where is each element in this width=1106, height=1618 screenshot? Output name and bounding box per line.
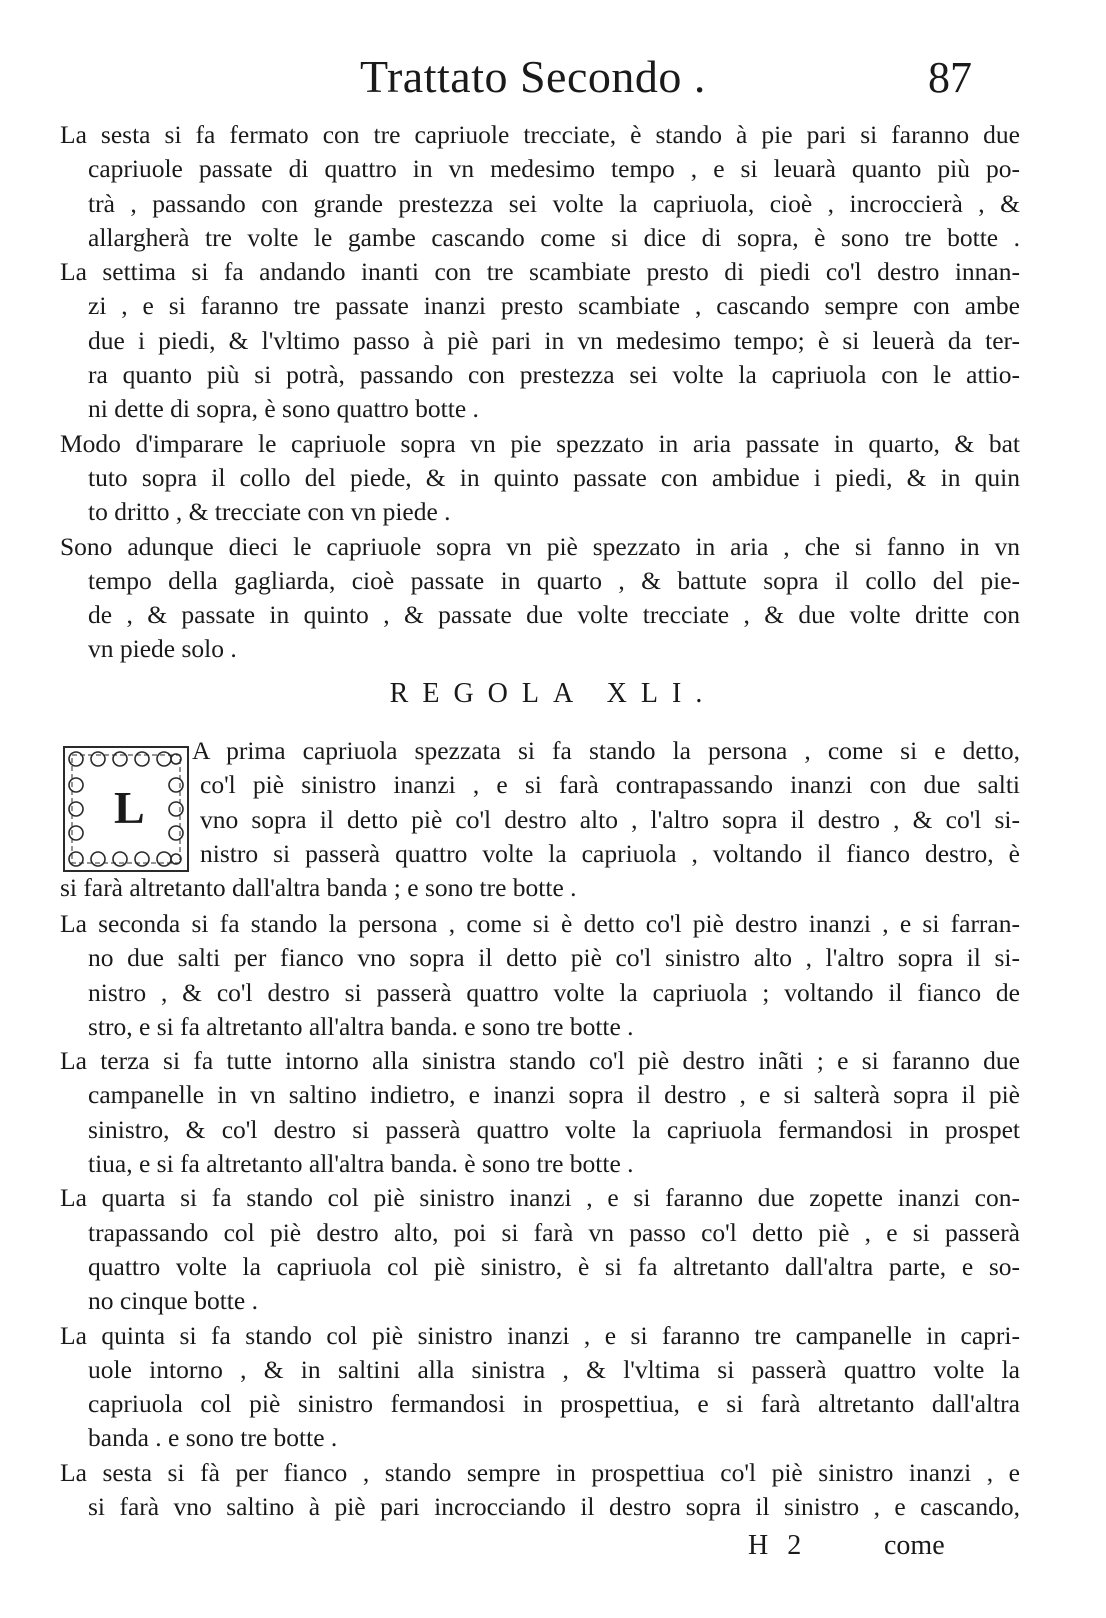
- text-line: co'l piè sinistro inanzi , e si farà contrapassando inanzi con due salti: [200, 770, 1020, 800]
- text-line: uole intorno , & in saltini alla sinistra , & l'vltima si passerà quattro volte la: [88, 1354, 1020, 1384]
- text-line: La terza si fa tutte intorno alla sinistra stando co'l piè destro inãti ; e si faranno due: [60, 1046, 1020, 1076]
- paragraph: [60, 1181, 1020, 1318]
- text-line: vn piede solo .: [88, 634, 237, 664]
- text-line: stro, e si fa altretanto all'altra banda. e sono tre botte .: [88, 1011, 634, 1041]
- signature-mark: H 2: [748, 1530, 808, 1561]
- rule-heading: REGOLA XLI.: [389, 678, 717, 709]
- text-line: La sesta si fà per fianco , stando sempre in prospettiua co'l piè sinistro inanzi , e: [60, 1457, 1020, 1487]
- running-head: [0, 50, 1106, 110]
- text-line: to dritto , & trecciate con vn piede .: [88, 497, 451, 527]
- text-line: due i piedi, & l'vltimo passo à piè pari in vn medesimo tempo; è si leuerà da ter-: [88, 325, 1020, 355]
- paragraph: [60, 907, 1020, 1044]
- first-paragraph: [60, 734, 1020, 905]
- text-line: tuto sopra il collo del piede, & in quinto passate con ambidue i piedi, & in quin: [88, 462, 1020, 492]
- text-line: zi , e si faranno tre passate inanzi presto scambiate , cascando sempre con ambe: [88, 291, 1020, 321]
- text-line: banda . e sono tre botte .: [88, 1423, 338, 1453]
- catchword: come: [884, 1530, 945, 1561]
- text-line: nistro , & co'l destro si passerà quattro volte la capriuola ; voltando il fianco de: [88, 977, 1020, 1007]
- paragraph: [60, 734, 1020, 905]
- page-number: 87: [928, 53, 972, 102]
- page-footer: [0, 1530, 1106, 1570]
- text-line: quattro volte la capriuola col piè sinistro, è si fa altretanto dall'altra parte, e so-: [88, 1251, 1020, 1281]
- text-line: de , & passate in quinto , & passate due volte trecciate , & due volte dritte con: [88, 600, 1020, 630]
- text-line: A prima capriuola spezzata si fa stando la persona , come si e detto,: [192, 736, 1020, 765]
- text-block-top: [60, 118, 1020, 667]
- text-line: sinistro, & co'l destro si passerà quattro volte la capriuola fermandosi in prospet: [88, 1114, 1020, 1144]
- text-line: si farà altretanto dall'altra banda ; e sono tre botte .: [60, 873, 577, 903]
- paragraph: [60, 1044, 1020, 1181]
- text-line: allargherà tre volte le gambe cascando come si dice di sopra, è sono tre botte .: [88, 222, 1020, 252]
- text-line: campanelle in vn saltino indietro, e inanzi sopra il destro , e si salterà sopra il piè: [88, 1080, 1020, 1110]
- text-line: nistro si passerà quattro volte la capriuola , voltando il fianco destro, è: [200, 838, 1020, 868]
- text-line: Sono adunque dieci le capriuole sopra vn piè spezzato in aria , che si fanno in vn: [60, 531, 1020, 561]
- initial-letter: L: [114, 782, 145, 833]
- text-line: La settima si fa andando inanti con tre scambiate presto di piedi co'l destro innan-: [60, 257, 1020, 287]
- paragraph: [60, 1456, 1020, 1525]
- text-line: tiua, e si fa altretanto all'altra banda. è sono tre botte .: [88, 1149, 634, 1179]
- text-line: ra quanto più si potrà, passando con prestezza sei volte la capriuola con le attio-: [88, 360, 1020, 390]
- text-line: no due salti per fianco vno sopra il detto piè co'l sinistro alto , l'altro sopra il si-: [88, 943, 1020, 973]
- text-line: no cinque botte .: [88, 1286, 258, 1316]
- text-line: trapassando col piè destro alto, poi si farà vn passo co'l detto piè , e si passerà: [88, 1217, 1020, 1247]
- paragraph: [60, 1319, 1020, 1456]
- text-line: ni dette di sopra, è sono quattro botte .: [88, 394, 479, 424]
- text-line: trà , passando con grande prestezza sei volte la capriuola, cioè , incroccierà , &: [88, 188, 1020, 218]
- text-line: La sesta si fa fermato con tre capriuole trecciate, è stando à pie pari si faranno due: [60, 120, 1020, 149]
- text-line: La quinta si fa stando col piè sinistro inanzi , e si faranno tre campanelle in capri-: [60, 1320, 1020, 1350]
- text-line: capriuole passate di quattro in vn medesimo tempo , e si leuarà quanto più po-: [88, 154, 1020, 184]
- text-block-bottom: [60, 907, 1020, 1524]
- text-line: si farà vno saltino à piè pari incrocciando il destro sopra il sinistro , e cascando,: [88, 1492, 1020, 1522]
- paragraph: [60, 530, 1020, 667]
- text-line: vno sopra il detto piè co'l destro alto , l'altro sopra il destro , & co'l si-: [200, 804, 1020, 834]
- text-line: La quarta si fa stando col piè sinistro inanzi , e si faranno due zopette inanzi con-: [60, 1183, 1020, 1213]
- paragraph: [60, 118, 1020, 255]
- text-line: capriuola col piè sinistro fermandosi in prospettiua, e si farà altretanto dall'altra: [88, 1389, 1020, 1419]
- text-line: Modo d'imparare le capriuole sopra vn pie spezzato in aria passate in quarto, & bat: [60, 428, 1020, 458]
- text-line: La seconda si fa stando la persona , come si è detto co'l piè destro inanzi , e si farran-: [60, 909, 1020, 938]
- text-line: tempo della gagliarda, cioè passate in quarto , & battute sopra il collo del pie-: [88, 565, 1020, 595]
- paragraph: [60, 255, 1020, 426]
- running-title: Trattato Secondo .: [360, 51, 706, 102]
- paragraph: [60, 427, 1020, 530]
